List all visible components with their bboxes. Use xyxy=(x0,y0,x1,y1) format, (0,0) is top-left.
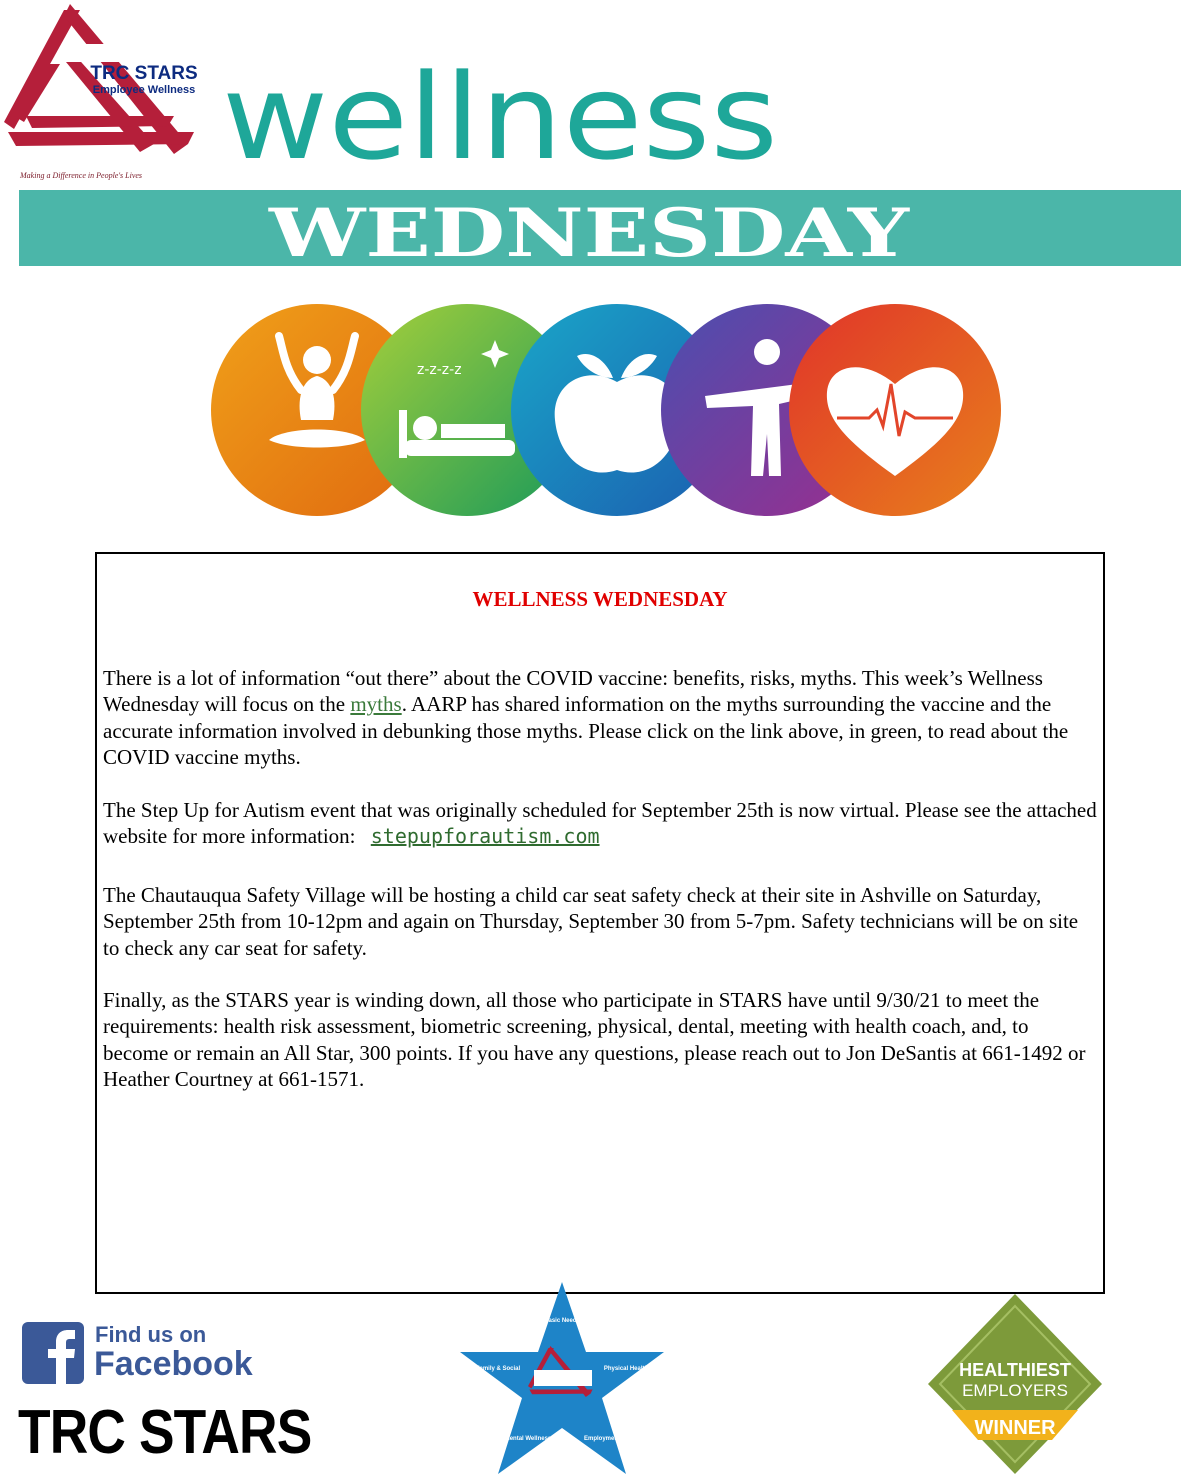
star-label-physical-health: Physical Health xyxy=(603,1366,649,1372)
wellness-word: wellness xyxy=(222,50,778,170)
paragraph-covid-myths xyxy=(103,665,1098,771)
trc-stars-footer-text: TRC STARS xyxy=(18,1398,312,1467)
logo-subtitle: Employee Wellness xyxy=(92,84,196,96)
award-line1: HEALTHIEST xyxy=(959,1360,1071,1380)
wednesday-banner-text xyxy=(19,190,1181,266)
p1-text-b: . AARP has shared information on the myths surrounding the vaccine and the accurate information involved in debunking those myths. Please click on the link above, in green, to read about the COVID vaccine myths. xyxy=(103,692,1069,770)
facebook-name-text: Facebook xyxy=(94,1345,253,1383)
trc-stars-logo xyxy=(4,4,204,190)
svg-text:z-z-z-z: z-z-z-z xyxy=(417,362,462,378)
wellness-heading xyxy=(222,50,782,170)
award-line3: WINNER xyxy=(974,1417,1056,1439)
facebook-f-glyph xyxy=(22,1322,84,1384)
award-line2: EMPLOYERS xyxy=(962,1381,1068,1400)
star-label-mental-wellness: Mental Wellness xyxy=(504,1436,552,1442)
p1-text-a: There is a lot of information “out there” about the COVID vaccine: benefits, risks, myths. This week’s Wellness Wednesday will focus on the xyxy=(103,666,1043,717)
star-label-basic-needs: Basic Needs xyxy=(544,1318,580,1324)
myths-link[interactable]: myths xyxy=(350,692,402,717)
heart-icon xyxy=(789,304,1001,516)
stars-star-logo xyxy=(456,1280,668,1476)
content-title: WELLNESS WEDNESDAY xyxy=(472,587,728,611)
logo-name: TRC STARS xyxy=(90,63,198,84)
stepupforautism-link[interactable]: stepupforautism.com xyxy=(370,824,600,849)
star-label-employment: Employment xyxy=(583,1436,621,1442)
paragraph-step-up-autism xyxy=(103,797,1098,850)
paragraph-stars-year: Finally, as the STARS year is winding down, all those who participate in STARS have until 9/30/21 to meet the requirements: health risk assessment, biometric screening, physical, dental, meeting with health coach, and, to become or remain an All Star, 300 points. If you have any questions, please reach out to Jon DeSantis at 661-1492 or Heather Courtney at 661-1571. xyxy=(103,988,1086,1092)
wellness-circles xyxy=(205,300,1005,520)
healthiest-employers-badge xyxy=(926,1292,1104,1476)
star-logo-name: TRC STARS xyxy=(537,1373,589,1383)
paragraph-safety-village: The Chautauqua Safety Village will be hosting a child car seat safety check at their site in Ashville on Saturday, September 25th from 10-12pm and again on Thursday, September 30 from 5-7pm. Safety technicians will be on site to check any car seat for safety. xyxy=(103,883,1079,960)
p2-text: The Step Up for Autism event that was originally scheduled for September 25th is now virtual. Please see the attached website for more information: xyxy=(103,798,1097,849)
facebook-find-text: Find us on xyxy=(95,1322,207,1347)
star-label-family-social: Family & Social xyxy=(475,1366,521,1372)
wednesday-word: WEDNESDAY xyxy=(267,194,911,266)
logo-tagline: Making a Difference in People's Lives xyxy=(20,171,143,180)
